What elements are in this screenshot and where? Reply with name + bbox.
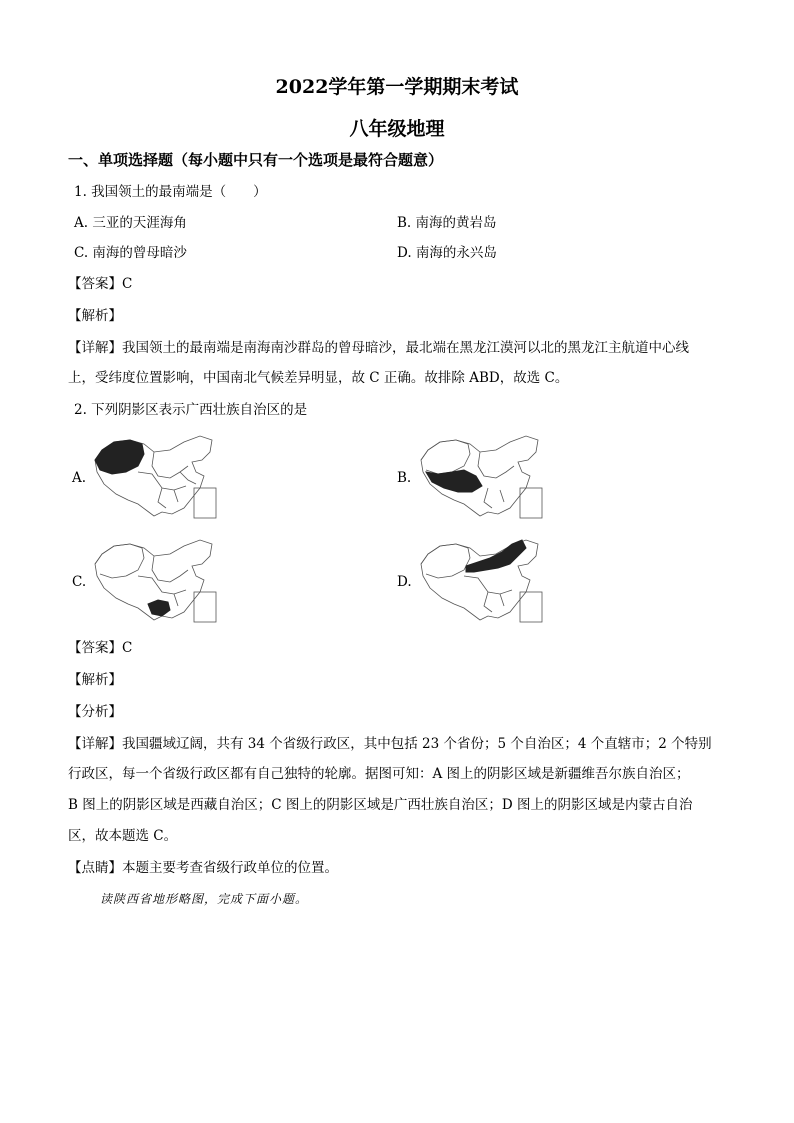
q2-fenxi-tag: 【分析】 [68, 704, 122, 720]
q1-detail-line2: 上，受纬度位置影响，中国南北气候差异明显，故 C 正确。故排除 ABD，故选 C。 [68, 370, 569, 386]
exam-title: 2022学年第一学期期末考试 [275, 76, 519, 98]
map-b-tibet [418, 432, 548, 522]
q2-option-b-label: B. [397, 470, 412, 486]
dianjing-text: 本题主要考查省级行政单位的位置。 [122, 860, 338, 876]
q1-detail-line1 [68, 338, 689, 358]
answer-tag: 【答案】 [68, 640, 122, 656]
q1-analysis-tag: 【解析】 [68, 308, 122, 324]
q1-stem: 1. 我国领土的最南端是（ ） [74, 184, 267, 200]
q2-option-a-label: A. [72, 470, 87, 486]
detail-text: 我国疆域辽阔，共有 34 个省级行政区，其中包括 23 个省份；5 个自治区；4 个直辖市；2 个特别 [122, 736, 712, 752]
map-d-inner-mongolia [418, 536, 548, 626]
q2-detail-line1 [68, 734, 712, 754]
answer-value: C [122, 640, 133, 656]
q2-detail-line4: 区，故本题选 C。 [68, 828, 178, 844]
q2-detail-line3: B 图上的阴影区域是西藏自治区；C 图上的阴影区域是广西壮族自治区；D 图上的阴影区域是内蒙古自治 [68, 797, 693, 813]
q2-option-d-label: D. [397, 574, 412, 590]
q1-option-d: D. 南海的永兴岛 [397, 245, 497, 261]
q1-option-c: C. 南海的曾母暗沙 [74, 245, 187, 261]
q2-detail-line2: 行政区，每一个省级行政区都有自己独特的轮廓。据图可知：A 图上的阴影区域是新疆维吾尔族自治区； [68, 766, 690, 782]
q1-option-b: B. 南海的黄岩岛 [397, 215, 497, 231]
q2-stem: 2. 下列阴影区表示广西壮族自治区的是 [74, 402, 308, 418]
answer-value: C [122, 276, 133, 292]
detail-tag: 【详解】 [68, 736, 122, 752]
exam-subtitle: 八年级地理 [349, 118, 445, 140]
dianjing-tag: 【点睛】 [68, 860, 122, 876]
map-a-xinjiang [92, 432, 222, 522]
detail-tag: 【详解】 [68, 340, 122, 356]
detail-text: 我国领土的最南端是南海南沙群岛的曾母暗沙，最北端在黑龙江漠河以北的黑龙江主航道中心线 [122, 340, 689, 356]
q2-answer [68, 638, 132, 658]
q1-option-a: A. 三亚的天涯海角 [74, 215, 187, 231]
next-question-intro: 读陕西省地形略图，完成下面小题。 [100, 892, 309, 906]
q2-option-c-label: C. [72, 574, 87, 590]
q1-answer [68, 274, 132, 294]
q2-dianjing [68, 858, 338, 878]
map-c-guangxi [92, 536, 222, 626]
answer-tag: 【答案】 [68, 276, 122, 292]
section-heading: 一、单项选择题（每小题中只有一个选项是最符合题意） [68, 151, 444, 169]
q2-analysis-tag: 【解析】 [68, 672, 122, 688]
